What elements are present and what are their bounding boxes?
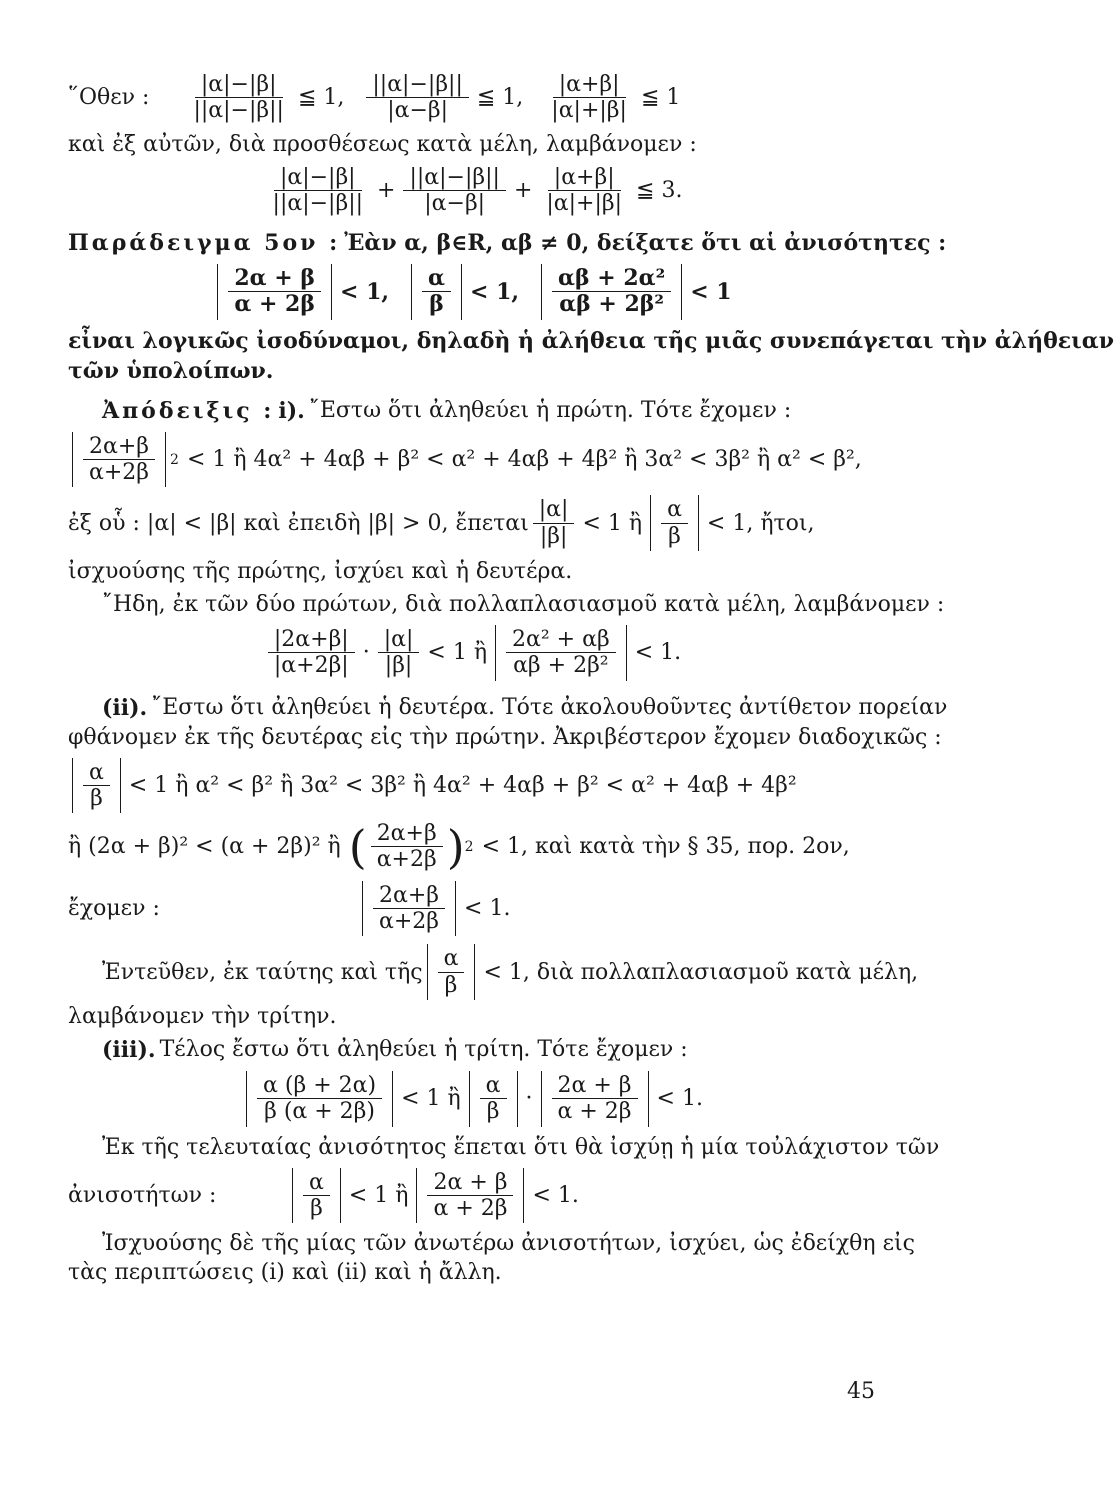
math-line <box>68 944 919 1000</box>
math-text: < 1 ἢ α² < β² ἢ 3α² < 3β² ἢ 4α² + 4αβ + β² < α² + 4αβ + 4β² <box>128 772 797 798</box>
math-text: < 1, διὰ πολλαπλασιασμοῦ κατὰ μέλη, <box>483 959 919 985</box>
dot: · <box>362 640 370 666</box>
case-text: Τέλος ἔστω ὅτι ἀληθεύει ἡ τρίτη. Τότε ἔχομεν : <box>159 1037 688 1063</box>
fraction: $\frac{2\alpha+\beta}{\alpha+2\beta}$ <box>373 883 445 935</box>
absolute-value <box>292 1168 341 1224</box>
example-heading <box>68 230 947 257</box>
fraction: $\frac{|\alpha|}{|\beta|}$ <box>378 627 420 679</box>
absolute-value <box>541 1071 649 1127</box>
absolute-value <box>72 758 121 814</box>
page-number: 45 <box>847 1379 875 1404</box>
case-text: ῎Εστω ὅτι ἀληθεύει ἡ πρώτη. Τότε ἔχομεν : <box>308 398 792 424</box>
case-text: ῎Εστω ὅτι ἀληθεύει ἡ δευτέρα. Τότε ἀκολουθοῦντες ἀντίθετον πορείαν <box>151 695 948 721</box>
fraction: $\frac{\alpha}{\beta}$ <box>438 946 465 998</box>
hence-line <box>68 72 881 124</box>
relation: ≦ 1, <box>476 85 524 111</box>
paren: ) <box>446 819 465 874</box>
case-heading <box>68 1037 881 1063</box>
math-text: ἢ (2α + β)² < (α + 2β)² ἢ <box>68 834 341 860</box>
fraction: $\frac{\alpha}{\beta}$ <box>83 760 110 812</box>
fraction: $\frac{|\alpha+\beta|}{|\alpha|+|\beta|}$ <box>546 164 623 216</box>
case-heading <box>68 694 948 721</box>
text-line: Ἰσχυούσης δὲ τῆς μίας τῶν ἀνωτέρω ἀνισοτήτων, ἰσχύει, ὡς ἐδείχθη εἰς <box>102 1231 915 1257</box>
math-text: < 1, καὶ κατὰ τὴν § 35, πορ. 2ον, <box>481 834 850 860</box>
math-line <box>68 881 881 937</box>
math-text: ἔχομεν : <box>68 896 160 922</box>
absolute-value <box>411 264 462 320</box>
text-line: λαμβάνομεν τὴν τρίτην. <box>68 1003 337 1029</box>
text-line: τῶν ὑπολοίπων. <box>68 357 274 384</box>
fraction: $\frac{2\alpha + \beta}{\alpha + 2\beta}$ <box>228 266 321 318</box>
text-line: ἰσχυούσης τῆς πρώτης, ἰσχύει καὶ ἡ δευτέρα. <box>68 558 573 584</box>
math-text: < 1 ἢ <box>427 640 488 666</box>
fraction: $\frac{\alpha}{\beta}$ <box>303 1170 330 1222</box>
hence-label: ῞Οθεν : <box>68 85 150 111</box>
text-line: Ἐκ τῆς τελευταίας ἀνισότητος ἕπεται ὅτι θὰ ἰσχύῃ ἡ μία τοὐλάχιστον τῶν <box>102 1134 940 1160</box>
math-text: ἀνισοτήτων : <box>68 1182 217 1208</box>
absolute-value <box>362 881 456 937</box>
text-line: ῎Ηδη, ἐκ τῶν δύο πρώτων, διὰ πολλαπλασιασμοῦ κατὰ μέλη, λαμβάνομεν : <box>102 591 945 617</box>
relation: < 1 <box>690 278 732 305</box>
absolute-value <box>416 1168 524 1224</box>
math-line <box>68 821 881 873</box>
math-text: < 1. <box>634 640 682 666</box>
fraction: $\frac{|2\alpha+\beta|}{|\alpha+2\beta|}$ <box>268 627 355 679</box>
case-label: (ii). <box>102 694 148 721</box>
case-label: (iii). <box>102 1036 156 1063</box>
math-text: Ἐντεῦθεν, ἐκ ταύτης καὶ τῆς <box>102 959 423 985</box>
exponent: 2 <box>464 838 474 855</box>
sum-line <box>68 165 881 217</box>
example-inequalities <box>68 264 881 320</box>
proof-heading <box>68 398 881 424</box>
example-title: Παράδειγμα 5ον : <box>68 230 341 257</box>
absolute-value <box>427 944 476 1000</box>
math-line <box>68 495 881 551</box>
fraction: $\frac{2\alpha+\beta}{\alpha+2\beta}$ <box>371 821 443 873</box>
fraction: $\frac{\alpha}{\beta}$ <box>661 497 688 549</box>
fraction: $\frac{||\alpha|-|\beta||}{|\alpha-\beta|}$ <box>366 72 468 124</box>
math-line <box>68 432 881 488</box>
math-line <box>68 625 881 681</box>
math-text: < 1. <box>656 1086 703 1112</box>
plus-sign: + <box>513 177 533 203</box>
math-text: < 1 ἢ 4α² + 4αβ + β² < α² + 4αβ + 4β² ἢ 3α² < 3β² ἢ α² < β², <box>186 447 862 473</box>
fraction: $\frac{|\alpha|}{|\beta|}$ <box>533 497 575 549</box>
relation: < 1, <box>339 278 390 305</box>
math-text: < 1 ἢ <box>348 1182 409 1208</box>
fraction: $\frac{2\alpha+\beta}{\alpha+2\beta}$ <box>83 434 155 486</box>
fraction: $\frac{2\alpha + \beta}{\alpha + 2\beta}$ <box>552 1073 638 1125</box>
math-text: < 1, ἤτοι, <box>706 510 815 536</box>
math-text: < 1. <box>464 896 511 922</box>
math-line <box>68 758 881 814</box>
fraction: $\frac{\alpha (\beta + 2\alpha)}{\beta (\alpha + 2\beta)}$ <box>257 1073 382 1125</box>
example-statement: Ἐὰν α, β∈R, αβ ≠ 0, δείξατε ὅτι αἱ ἀνισότητες : <box>344 230 947 257</box>
math-line <box>68 1168 881 1224</box>
text-line: εἶναι λογικῶς ἰσοδύναμοι, δηλαδὴ ἡ ἀλήθεια τῆς μιᾶς συνεπάγεται τὴν ἀλήθειαν <box>68 327 1114 354</box>
text-line: καὶ ἐξ αὐτῶν, διὰ προσθέσεως κατὰ μέλη, λαμβάνομεν : <box>68 131 697 157</box>
fraction: $\frac{\text{2α² + αβ}}{\text{αβ + 2β²}}$ <box>506 627 616 679</box>
fraction: $\frac{|\alpha|-|\beta|}{||\alpha|-|\beta||}$ <box>193 72 284 124</box>
text-line: φθάνομεν ἐκ τῆς δευτέρας εἰς τὴν πρώτην. Ἀκριβέστερον ἔχομεν διαδοχικῶς : <box>68 724 942 750</box>
plus-sign: + <box>377 177 396 203</box>
proof-title: Ἀπόδειξις : <box>102 397 275 424</box>
math-text: < 1. <box>532 1182 579 1208</box>
dot: · <box>525 1086 533 1112</box>
fraction: $\frac{||\alpha|-|\beta||}{|\alpha-\beta|}$ <box>403 165 505 217</box>
relation: ≦ 1, <box>297 85 345 111</box>
relation: < 1, <box>469 278 520 305</box>
fraction: $\frac{|\alpha+\beta|}{|\alpha|+|\beta|}$ <box>551 72 627 124</box>
fraction: $\frac{\text{αβ + 2α²}}{\text{αβ + 2β²}}$ <box>552 266 671 318</box>
absolute-value <box>541 264 682 320</box>
absolute-value <box>495 625 627 681</box>
absolute-value <box>246 1071 393 1127</box>
math-text: ἐξ οὗ : |α| < |β| καὶ ἐπειδὴ |β| > 0, ἔπεται <box>68 510 529 536</box>
fraction: $\frac{|\alpha|-|\beta|}{||\alpha|-|\beta||}$ <box>272 164 364 216</box>
relation: ≦ 3. <box>636 177 683 203</box>
math-text: < 1 ἢ <box>582 510 643 536</box>
fraction: $\frac{\alpha}{\beta}$ <box>480 1073 507 1125</box>
math-text: < 1 ἢ <box>401 1086 461 1112</box>
math-line <box>68 1071 881 1127</box>
absolute-value <box>217 264 332 320</box>
text-line: τὰς περιπτώσεις (i) καὶ (ii) καὶ ἡ ἄλλη. <box>68 1260 502 1286</box>
relation: ≦ 1 <box>640 85 681 111</box>
paren: ( <box>348 819 367 874</box>
exponent: 2 <box>170 451 179 468</box>
absolute-value <box>650 495 699 551</box>
absolute-value <box>72 432 166 488</box>
fraction: $\frac{\alpha}{\beta}$ <box>422 266 451 318</box>
absolute-value <box>469 1071 518 1127</box>
fraction: $\frac{2\alpha + \beta}{\alpha + 2\beta}$ <box>427 1170 513 1222</box>
case-label: i). <box>278 397 305 424</box>
